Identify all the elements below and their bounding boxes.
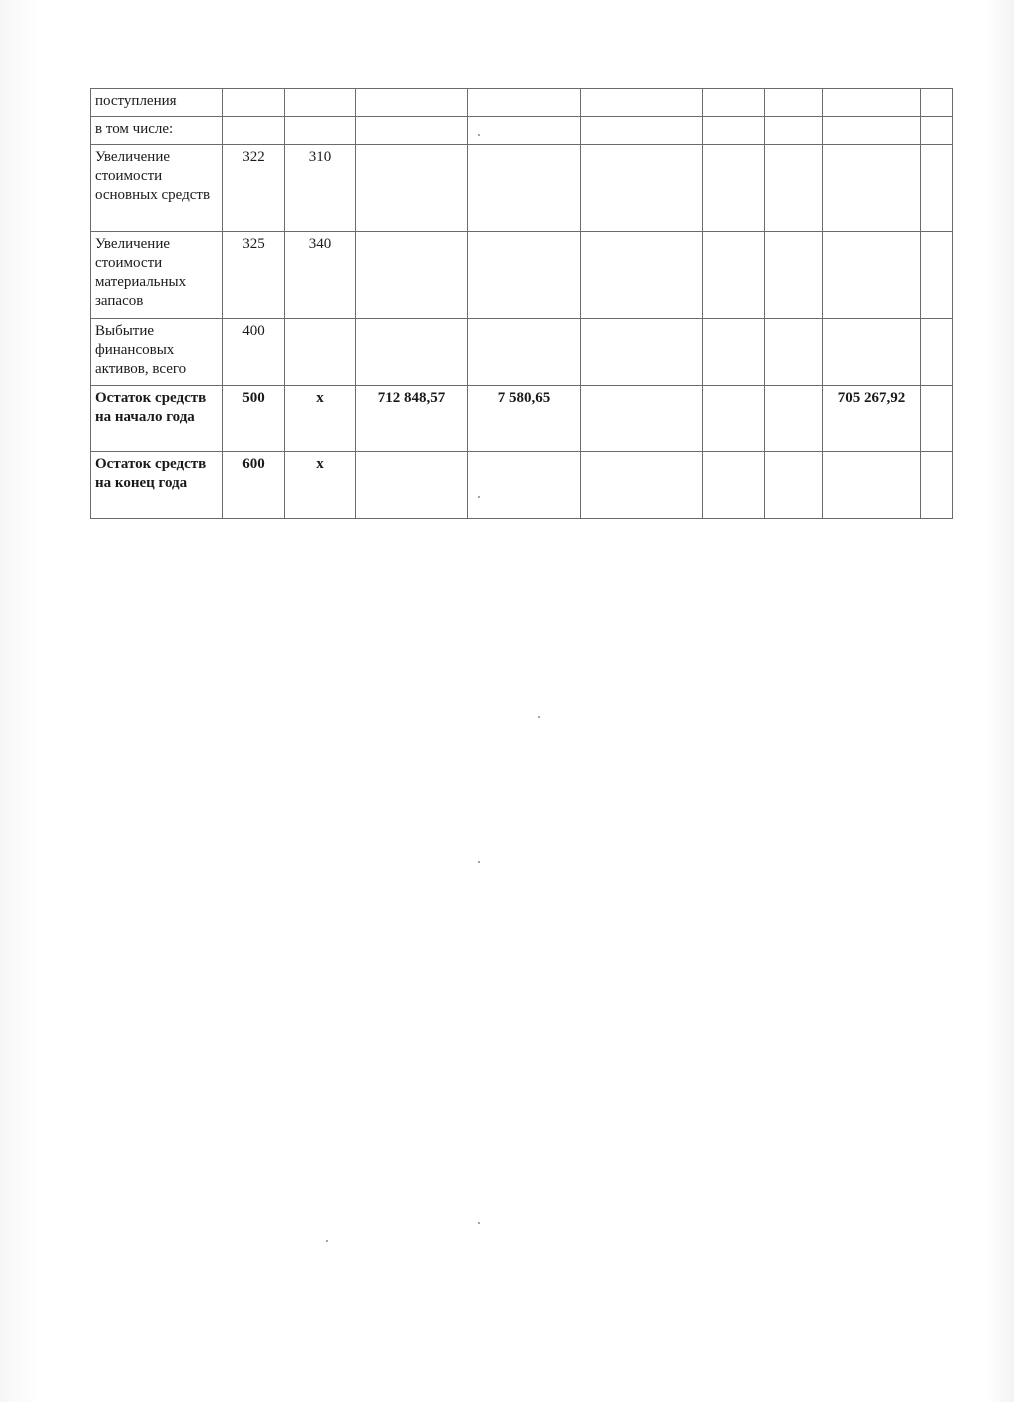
value-cell <box>468 319 581 386</box>
row-label: Увеличение стоимости основных средств <box>91 145 223 232</box>
value-cell <box>703 319 765 386</box>
value-cell <box>468 89 581 117</box>
value-cell <box>765 145 823 232</box>
row-kosgu: х <box>285 452 356 519</box>
row-code <box>223 89 285 117</box>
value-cell <box>356 89 468 117</box>
value-cell <box>823 232 921 319</box>
value-cell: 7 580,65 <box>468 386 581 452</box>
value-cell <box>703 117 765 145</box>
financial-report-table <box>90 88 953 519</box>
value-cell <box>765 89 823 117</box>
table-row <box>91 319 953 386</box>
scan-speck <box>478 134 480 136</box>
table-row <box>91 145 953 232</box>
value-cell <box>703 145 765 232</box>
scan-speck <box>478 861 480 863</box>
value-cell <box>823 319 921 386</box>
row-kosgu <box>285 89 356 117</box>
value-cell <box>703 89 765 117</box>
value-cell <box>921 89 953 117</box>
value-cell <box>921 452 953 519</box>
row-kosgu <box>285 319 356 386</box>
scan-speck <box>538 716 540 718</box>
value-cell <box>703 452 765 519</box>
value-cell <box>921 232 953 319</box>
value-cell <box>823 89 921 117</box>
value-cell <box>581 386 703 452</box>
value-cell <box>921 386 953 452</box>
value-cell: 705 267,92 <box>823 386 921 452</box>
row-label: в том числе: <box>91 117 223 145</box>
value-cell <box>581 319 703 386</box>
row-label: Выбытие финансовых активов, всего <box>91 319 223 386</box>
value-cell <box>468 145 581 232</box>
table-row <box>91 117 953 145</box>
value-cell <box>823 117 921 145</box>
value-cell <box>765 117 823 145</box>
row-code: 500 <box>223 386 285 452</box>
row-label: Увеличение стоимости материальных запасов <box>91 232 223 319</box>
scan-speck <box>478 1222 480 1224</box>
value-cell <box>765 319 823 386</box>
row-label: поступления <box>91 89 223 117</box>
value-cell <box>765 386 823 452</box>
value-cell <box>581 145 703 232</box>
value-cell <box>581 117 703 145</box>
row-kosgu: 310 <box>285 145 356 232</box>
row-code: 400 <box>223 319 285 386</box>
table-row-closing-balance <box>91 452 953 519</box>
row-kosgu: 340 <box>285 232 356 319</box>
value-cell <box>581 232 703 319</box>
value-cell <box>921 319 953 386</box>
value-cell <box>356 319 468 386</box>
row-code <box>223 117 285 145</box>
value-cell <box>468 232 581 319</box>
row-code: 322 <box>223 145 285 232</box>
scan-speck <box>478 496 480 498</box>
value-cell <box>356 145 468 232</box>
value-cell <box>765 232 823 319</box>
row-code: 600 <box>223 452 285 519</box>
value-cell <box>765 452 823 519</box>
value-cell <box>581 89 703 117</box>
table-row-opening-balance <box>91 386 953 452</box>
value-cell <box>468 117 581 145</box>
row-code: 325 <box>223 232 285 319</box>
value-cell <box>356 232 468 319</box>
table-row <box>91 232 953 319</box>
table-row <box>91 89 953 117</box>
value-cell <box>468 452 581 519</box>
value-cell <box>703 232 765 319</box>
value-cell <box>921 145 953 232</box>
row-label: Остаток средств на начало года <box>91 386 223 452</box>
value-cell <box>921 117 953 145</box>
row-kosgu: х <box>285 386 356 452</box>
value-cell <box>356 117 468 145</box>
value-cell <box>356 452 468 519</box>
scan-speck <box>326 1240 328 1242</box>
row-kosgu <box>285 117 356 145</box>
value-cell <box>823 452 921 519</box>
value-cell <box>581 452 703 519</box>
row-label: Остаток средств на конец года <box>91 452 223 519</box>
value-cell: 712 848,57 <box>356 386 468 452</box>
value-cell <box>823 145 921 232</box>
value-cell <box>703 386 765 452</box>
